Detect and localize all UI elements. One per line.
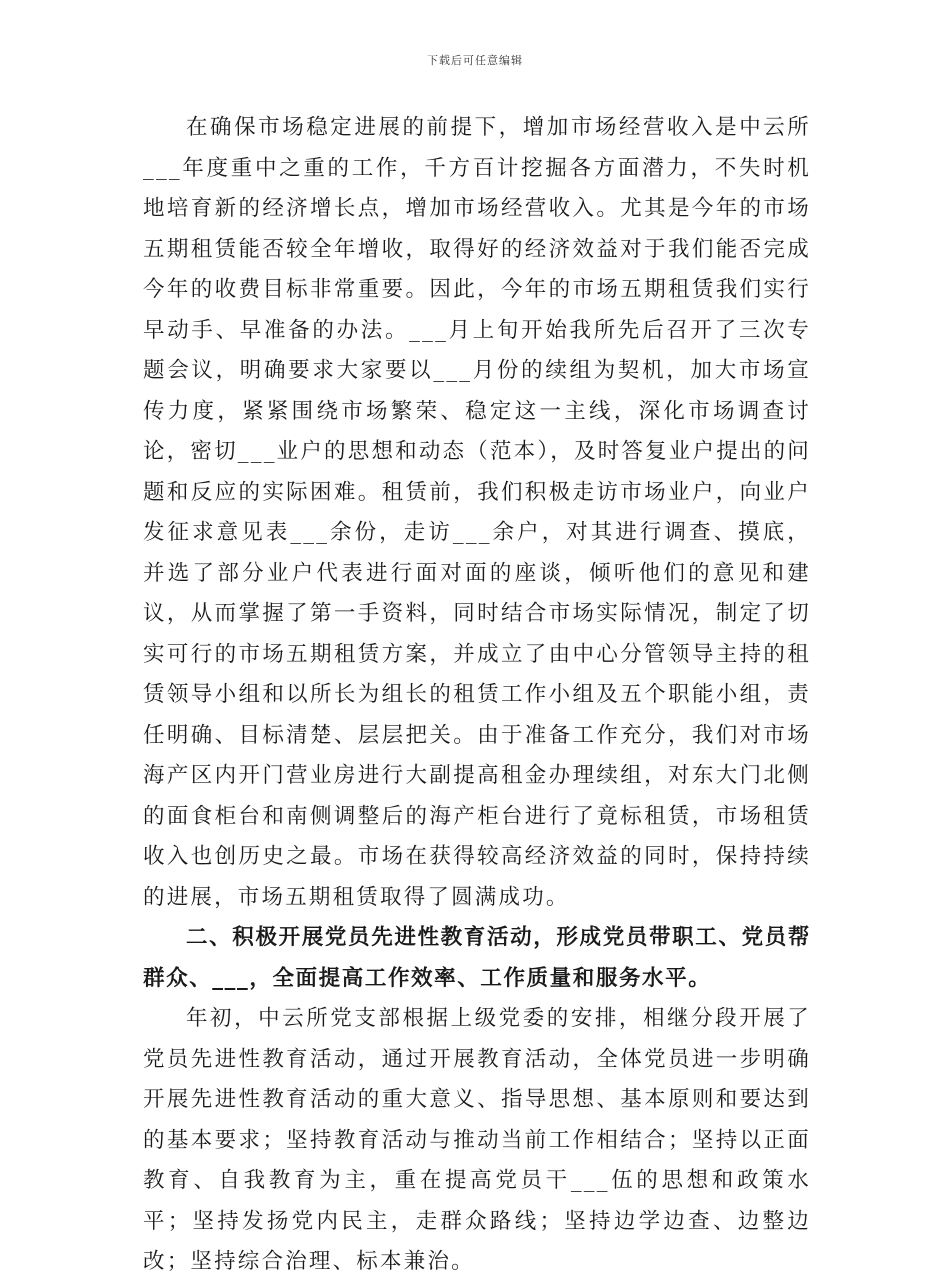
paragraph-party-education: 年初，中云所党支部根据上级党委的安排，相继分段开展了党员先进性教育活动，通过开展教育活动，全体党员进一步明确开展先进性教育活动的重大意义、指导思想、基本原则和要达到的基本要求；坚持教育活动与推动当前工作相结合；坚持以正面教育、自我教育为主，重在提高党员干___伍的思想和政策水平；坚持发扬党内民主，走群众路线；坚持边学边查、边整边改；坚持综合治理、标本兼治。	[143, 1006, 811, 1274]
page-header-note: 下载后可任意编辑	[427, 54, 523, 67]
paragraph-market-leasing: 在确保市场稳定进展的前提下，增加市场经营收入是中云所___年度重中之重的工作，千方百计挖掘各方面潜力，不失时机地培育新的经济增长点，增加市场经营收入。尤其是今年的市场五期租赁能否较全年增收，取得好的经济效益对于我们能否完成今年的收费目标非常重要。因此，今年的市场五期租赁我们实行早动手、早准备的办法。___月上旬开始我所先后召开了三次专题会议，明确要求大家要以___月份的续组为契机，加大市场宣传力度，紧紧围绕市场繁荣、稳定这一主线，深化市场调查讨论，密切___业户的思想和动态（范本），及时答复业户提出的问题和反应的实际困难。租赁前，我们积极走访市场业户，向业户发征求意见表___余份，走访___余户，对其进行调查、摸底，并选了部分业户代表进行面对面的座谈，倾听他们的意见和建议，从而掌握了第一手资料，同时结合市场实际情况，制定了切实可行的市场五期租赁方案，并成立了由中心分管领导主持的租赁领导小组和以所长为组长的租赁工作小组及五个职能小组，责任明确、目标清楚、层层把关。由于准备工作充分，我们对市场海产区内开门营业房进行大副提高租金办理续组，对东大门北侧的面食柜台和南侧调整后的海产柜台进行了竟标租赁，市场租赁收入也创历史之最。市场在获得较高经济效益的同时，保持持续的进展，市场五期租赁取得了圆满成功。	[143, 115, 812, 910]
section-heading-party-education: 二、积极开展党员先进性教育活动，形成党员带职工、党员帮群众、___，全面提高工作效率、工作质量和服务水平。	[143, 925, 811, 991]
document-body	[143, 108, 811, 1283]
